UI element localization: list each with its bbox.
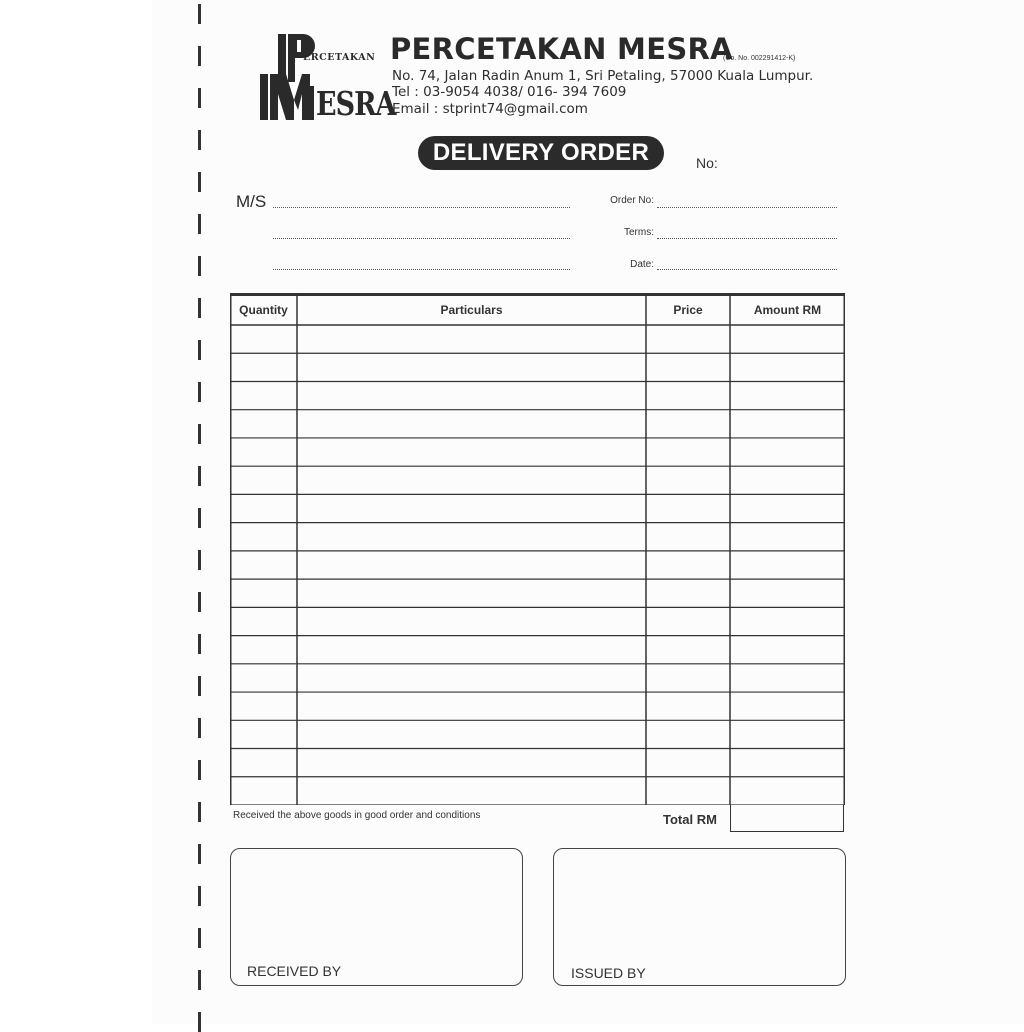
logo-text-top: ERCETAKAN — [303, 52, 376, 63]
ms-field-line-3[interactable] — [273, 269, 570, 270]
perforation-dash — [198, 4, 201, 24]
perforation-dash — [198, 340, 201, 360]
terms-field[interactable] — [657, 238, 837, 239]
perforation-dash — [198, 256, 201, 276]
perforation-dash — [198, 550, 201, 570]
items-table-grid — [230, 293, 845, 805]
header-amount: Amount RM — [753, 303, 822, 317]
document-title: DELIVERY ORDER — [418, 136, 664, 170]
perforation-dash — [198, 88, 201, 108]
header-particulars: Particulars — [440, 303, 503, 317]
company-email: Email : stprint74@gmail.com — [392, 101, 588, 117]
perforation-dash — [198, 592, 201, 612]
perforation-dash — [198, 928, 201, 948]
header-quantity: Quantity — [239, 303, 288, 317]
perforation-dash — [198, 508, 201, 528]
perforation-dash — [198, 970, 201, 990]
order-no-label: Order No: — [610, 195, 654, 206]
perforation-dash — [198, 886, 201, 906]
company-logo — [258, 30, 396, 124]
perforation-dash — [198, 844, 201, 864]
terms-label: Terms: — [624, 227, 654, 238]
perforation-dash — [198, 718, 201, 738]
order-no-field[interactable] — [657, 207, 837, 208]
ms-label: M/S — [236, 192, 267, 211]
company-telephone: Tel : 03-9054 4038/ 016- 394 7609 — [392, 84, 627, 100]
perforation-dash — [198, 634, 201, 654]
perforation-dash — [198, 130, 201, 150]
perforation-dash — [198, 676, 201, 696]
logo-text-bottom: ESRA — [316, 86, 396, 124]
items-table — [230, 293, 845, 805]
received-note: Received the above goods in good order and conditions — [233, 810, 481, 821]
perforation-dash — [198, 760, 201, 780]
perforation-dash — [198, 802, 201, 822]
received-by-label: RECEIVED BY — [247, 963, 342, 979]
total-label: Total RM — [663, 812, 717, 827]
perforation-dash — [198, 172, 201, 192]
issued-by-label: ISSUED BY — [571, 965, 646, 981]
perforation-dash — [198, 1012, 201, 1032]
header-price: Price — [673, 303, 703, 317]
ms-field-line-2[interactable] — [273, 238, 570, 239]
perforation-dash — [198, 424, 201, 444]
date-field[interactable] — [657, 269, 837, 270]
perforation-dash — [198, 298, 201, 318]
date-label: Date: — [630, 259, 654, 270]
company-address: No. 74, Jalan Radin Anum 1, Sri Petaling, 57000 Kuala Lumpur. — [392, 68, 814, 84]
perforation-line — [198, 4, 204, 1020]
perforation-dash — [198, 214, 201, 234]
company-name: PERCETAKAN MESRA — [390, 32, 733, 66]
document-number-label: No: — [696, 155, 718, 171]
ms-field-line-1[interactable] — [273, 207, 570, 208]
perforation-dash — [198, 466, 201, 486]
total-field[interactable] — [730, 805, 844, 832]
perforation-dash — [198, 382, 201, 402]
perforation-dash — [198, 46, 201, 66]
company-registration-number: (Co. No. 002291412-K) — [723, 55, 796, 62]
